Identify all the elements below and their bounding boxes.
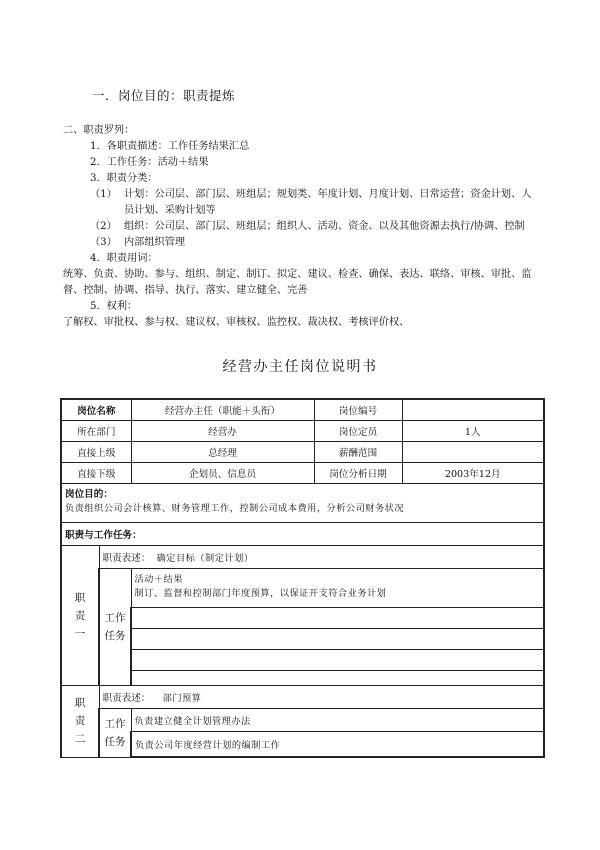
table-row	[61, 442, 544, 463]
subordinates-value: 企划员、信息员	[131, 463, 314, 484]
table-row	[61, 671, 544, 686]
table-row	[61, 732, 544, 758]
duty-one-label: 职 责 一	[61, 546, 99, 686]
list-item-2: 2．工作任务：活动＋结果	[90, 157, 209, 168]
duty-two-description	[99, 686, 544, 709]
duty-two-task-1: 负责建立健全计划管理办法	[131, 709, 544, 732]
position-code-label: 岗位编号	[314, 399, 402, 421]
sub-item-3-text: 内部组织管理	[124, 237, 186, 248]
subordinates-label: 直接下级	[61, 463, 131, 484]
purpose-cell	[61, 484, 544, 523]
department-value: 经营办	[131, 421, 314, 442]
list-item-4: 4．职责用词：	[90, 253, 158, 264]
table-row	[61, 686, 544, 709]
table-row	[61, 421, 544, 442]
table-row	[61, 569, 544, 608]
list-item-3: 3．职责分类：	[90, 173, 158, 184]
duty-two-desc-label: 职责表述：	[102, 693, 151, 704]
duty-one-task-1	[131, 569, 544, 608]
sub-item-2-text: 组织：公司层、部门层、班组层；组织人、活动、资金、以及其他资源去执行/协调、控制	[124, 221, 525, 232]
department-label: 所在部门	[61, 421, 131, 442]
table-row	[61, 484, 544, 523]
duty-one-desc-label: 职责表述：	[102, 553, 151, 564]
duty-one-desc-text: 确定目标（制定计划）	[156, 553, 254, 564]
duty-two-task-2: 负责公司年度经营计划的编制工作	[131, 732, 544, 758]
duty-one-task-1-line2: 制订、监督和控制部门年度预算，以保证开支符合业务计划	[134, 588, 387, 599]
table-row	[61, 546, 544, 569]
document-title: 经营办主任岗位说明书	[222, 359, 378, 375]
table-row	[61, 709, 544, 732]
analysis-date-label: 岗位分析日期	[314, 463, 402, 484]
table-row	[61, 523, 544, 546]
purpose-text: 负责组织公司会计核算、财务管理工作，控制公司成本费用，分析公司财务状况	[65, 503, 405, 514]
sub-item-1-number: （1）	[90, 189, 117, 200]
duty-one-task-label: 工作 任务	[99, 569, 131, 686]
table-row	[61, 629, 544, 650]
headcount-value: 1人	[402, 421, 544, 442]
job-description-table	[60, 398, 545, 758]
purpose-label: 岗位目的：	[65, 489, 113, 500]
duties-label: 职责与工作任务：	[61, 523, 544, 546]
section-two-title: 二、职责罗列：	[63, 125, 135, 136]
section-one-heading: 一．岗位目的：职责提炼	[92, 88, 236, 103]
sub-item-3-number: （3）	[90, 237, 117, 248]
duty-one-task-3	[131, 629, 544, 650]
salary-range-label: 薪酬范围	[314, 442, 402, 463]
list-item-5: 5．权利：	[90, 301, 138, 312]
duty-one-task-spacer	[131, 671, 544, 686]
position-code-value	[402, 399, 544, 421]
sub-item-2	[63, 219, 533, 235]
duty-two-label: 职 责 二	[61, 686, 99, 758]
salary-range-value	[402, 442, 544, 463]
list-item-1: 1．各职责描述：工作任务结果汇总	[90, 141, 250, 152]
supervisor-value: 总经理	[131, 442, 314, 463]
sub-item-3	[63, 235, 533, 251]
sub-item-2-number: （2）	[90, 221, 117, 232]
duty-one-task-2	[131, 608, 544, 629]
duty-list-section	[63, 123, 533, 331]
list-item-4-text: 统筹、负责、协助、参与、组织、制定、制订、拟定、建议、检查、确保、表达、联络、审核、审批、监督、控制、协调、指导、执行、落实、建立健全、完善	[63, 269, 532, 296]
position-name-value: 经营办主任（职能＋头衔）	[131, 399, 314, 421]
sub-item-1-text: 计划：公司层、部门层、班组层；规划类、年度计划、月度计划、日常运营；资金计划、人员计划、采购计划等	[124, 189, 532, 216]
list-item-5-text: 了解权、审批权、参与权、建议权、审核权、监控权、裁决权、考核评价权、	[63, 317, 410, 328]
position-name-label: 岗位名称	[61, 399, 131, 421]
duty-one-task-1-line1: 活动＋结果	[134, 574, 183, 585]
duty-two-task-label: 工作 任务	[99, 709, 131, 758]
table-row	[61, 399, 544, 421]
table-row	[61, 650, 544, 671]
duty-one-description	[99, 546, 544, 569]
table-row	[61, 608, 544, 629]
analysis-date-value: 2003年12月	[402, 463, 544, 484]
sub-item-1	[63, 187, 533, 219]
duty-one-task-4	[131, 650, 544, 671]
headcount-label: 岗位定员	[314, 421, 402, 442]
table-row	[61, 463, 544, 484]
supervisor-label: 直接上级	[61, 442, 131, 463]
duty-two-desc-text: 部门预算	[162, 693, 202, 704]
